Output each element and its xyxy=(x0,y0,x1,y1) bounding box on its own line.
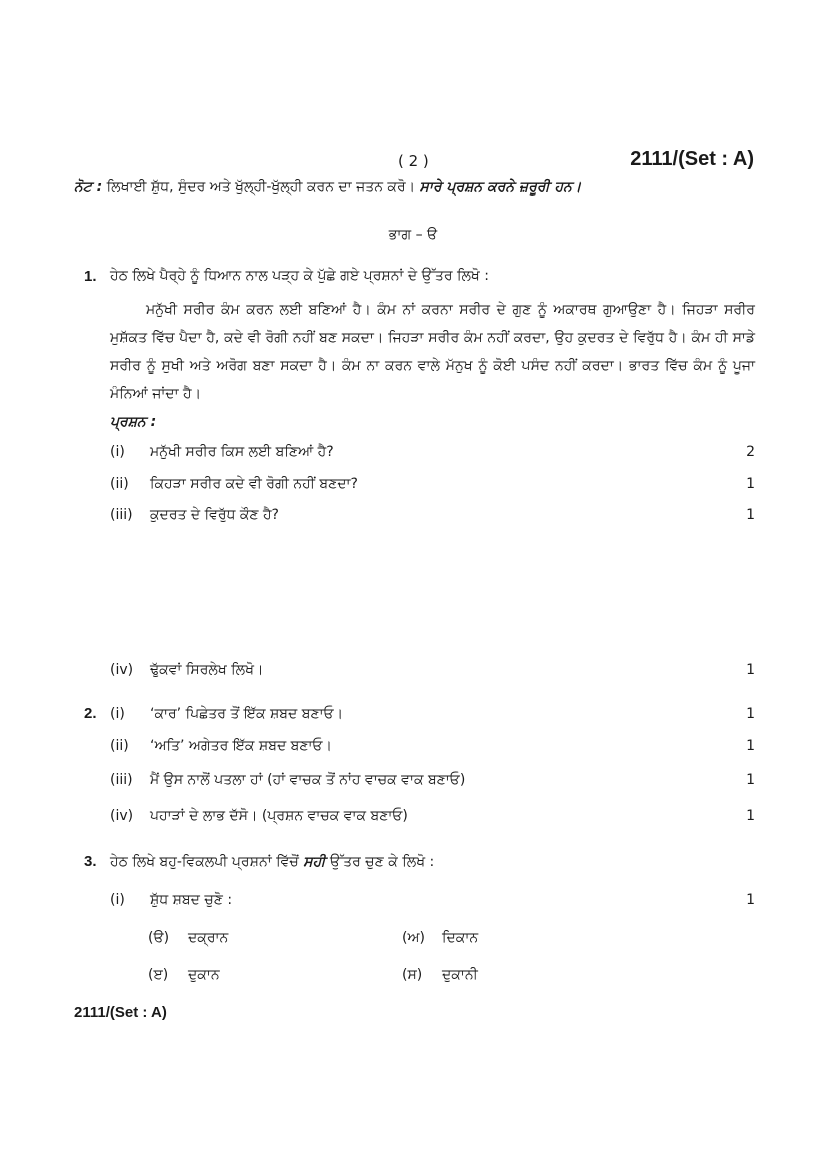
passage xyxy=(110,296,755,408)
question-2-number: 2. xyxy=(84,705,97,722)
q2-question-iii: (iii) ਮੈਂ ਉਸ ਨਾਲੋਂ ਪਤਲਾ ਹਾਂ (ਹਾਂ ਵਾਚਕ ਤੋਂ ਨਾਂਹ ਵਾਚਕ ਵਾਕ ਬਣਾਓ) 1 xyxy=(110,772,755,788)
paper-code-header: 2111/(Set : A) xyxy=(630,148,754,170)
questions-label: ਪ੍ਰਸ਼ਨ : xyxy=(110,414,157,430)
passage-text: ਮਨੁੱਖੀ ਸਰੀਰ ਕੰਮ ਕਰਨ ਲਈ ਬਣਿਆਂ ਹੈ। ਕੰਮ ਨਾਂ ਕਰਨਾ ਸਰੀਰ ਦੇ ਗੁਣ ਨੂੰ ਅਕਾਰਥ ਗੁਆਉਣਾ ਹੈ। ਜਿਹੜਾ ਸਰੀਰ ਮੁਸ਼ੱਕਤ ਵਿੱਚ ਪੈਦਾ ਹੈ, ਕਦੇ ਵੀ ਰੋਗੀ ਨਹੀਂ ਬਣ ਸਕਦਾ। ਜਿਹੜਾ ਸਰੀਰ ਕੰਮ ਨਹੀਂ ਕਰਦਾ, ਉਹ ਕੁਦਰਤ ਦੇ ਵਿਰੁੱਧ ਹੈ। ਕੰਮ ਹੀ ਸਾਡੇ ਸਰੀਰ ਨੂੰ ਸੁਖੀ ਅਤੇ ਅਰੋਗ ਬਣਾ ਸਕਦਾ ਹੈ। ਕੰਮ ਨਾ ਕਰਨ ਵਾਲੇ ਮੱਨੁਖ ਨੂੰ ਕੋਈ ਪਸੰਦ ਨਹੀਂ ਕਰਦਾ। ਭਾਰਤ ਵਿੱਚ ਕੰਮ ਨੂੰ ਪੂਜਾ ਮੰਨਿਆਂ ਜਾਂਦਾ ਹੈ। xyxy=(110,302,755,402)
q1-question-i: (i) ਮਨੁੱਖੀ ਸਰੀਰ ਕਿਸ ਲਈ ਬਣਿਆਂ ਹੈ? 2 xyxy=(110,444,755,460)
question-1-instruction: ਹੇਠ ਲਿਖੇ ਪੈਰ੍ਹੇ ਨੂੰ ਧਿਆਨ ਨਾਲ ਪੜ੍ਹ ਕੇ ਪੁੱਛੇ ਗਏ ਪ੍ਰਸ਼ਨਾਂ ਦੇ ਉੱਤਰ ਲਿਖੋ : xyxy=(110,268,489,284)
marks: 1 xyxy=(746,772,755,788)
marks: 1 xyxy=(746,507,755,523)
marks: 2 xyxy=(746,444,755,460)
option-c: (ੲ) ਦੁਕਾਨ xyxy=(148,967,220,983)
question-1-number: 1. xyxy=(84,268,97,285)
section-title: ਭਾਗ – ੳ xyxy=(388,227,438,243)
marks: 1 xyxy=(746,706,755,722)
q1-question-ii: (ii) ਕਿਹੜਾ ਸਰੀਰ ਕਦੇ ਵੀ ਰੋਗੀ ਨਹੀਂ ਬਣਦਾ? 1 xyxy=(110,476,755,492)
correct-emphasis: ਸਹੀ xyxy=(303,854,326,870)
q2-question-i: (i) ‘ਕਾਰ’ ਪਿਛੇਤਰ ਤੋਂ ਇੱਕ ਸ਼ਬਦ ਬਣਾਓ। 1 xyxy=(110,706,755,722)
note-text: ਲਿਖਾਈ ਸ਼ੁੱਧ, ਸੁੰਦਰ ਅਤੇ ਖੁੱਲ੍ਹੀ-ਖੁੱਲ੍ਹੀ ਕਰਨ ਦਾ ਜਤਨ ਕਰੋ। xyxy=(106,179,416,195)
paper-code-footer: 2111/(Set : A) xyxy=(74,1004,167,1021)
marks: 1 xyxy=(746,662,755,678)
exam-note xyxy=(74,179,581,195)
page-number: ( 2 ) xyxy=(398,152,429,170)
marks: 1 xyxy=(746,892,755,908)
question-3-instruction: ਹੇਠ ਲਿਖੇ ਬਹੁ-ਵਿਕਲਪੀ ਪ੍ਰਸ਼ਨਾਂ ਵਿੱਚੋਂ ਸਹੀ ਉੱਤਰ ਚੁਣ ਕੇ ਲਿਖੋ : xyxy=(110,854,435,870)
marks: 1 xyxy=(746,476,755,492)
question-3-number: 3. xyxy=(84,853,97,870)
option-b: (ਅ) ਦਿਕਾਨ xyxy=(402,930,479,946)
q3-question-i: (i) ਸ਼ੁੱਧ ਸ਼ਬਦ ਚੁਣੋ : 1 xyxy=(110,892,755,908)
marks: 1 xyxy=(746,738,755,754)
note-emphasis: ਸਾਰੇ ਪ੍ਰਸ਼ਨ ਕਰਨੇ ਜ਼ਰੂਰੀ ਹਨ। xyxy=(419,179,582,195)
marks: 1 xyxy=(746,808,755,824)
q1-question-iii: (iii) ਕੁਦਰਤ ਦੇ ਵਿਰੁੱਧ ਕੌਣ ਹੈ? 1 xyxy=(110,507,755,523)
option-d: (ਸ) ਦੁਕਾਨੀ xyxy=(402,967,478,983)
q1-question-iv: (iv) ਢੁੱਕਵਾਂ ਸਿਰਲੇਖ ਲਿਖੋ। 1 xyxy=(110,662,755,678)
option-a: (ੳ) ਦਕ੍ਰਾਨ xyxy=(148,930,229,946)
q2-question-ii: (ii) ‘ਅਤਿ’ ਅਗੇਤਰ ਇੱਕ ਸ਼ਬਦ ਬਣਾਓ। 1 xyxy=(110,738,755,754)
q2-question-iv: (iv) ਪਹਾੜਾਂ ਦੇ ਲਾਭ ਦੱਸੋ। (ਪ੍ਰਸ਼ਨ ਵਾਚਕ ਵਾਕ ਬਣਾਓ) 1 xyxy=(110,808,755,824)
note-label: ਨੋਟ : xyxy=(74,179,103,195)
